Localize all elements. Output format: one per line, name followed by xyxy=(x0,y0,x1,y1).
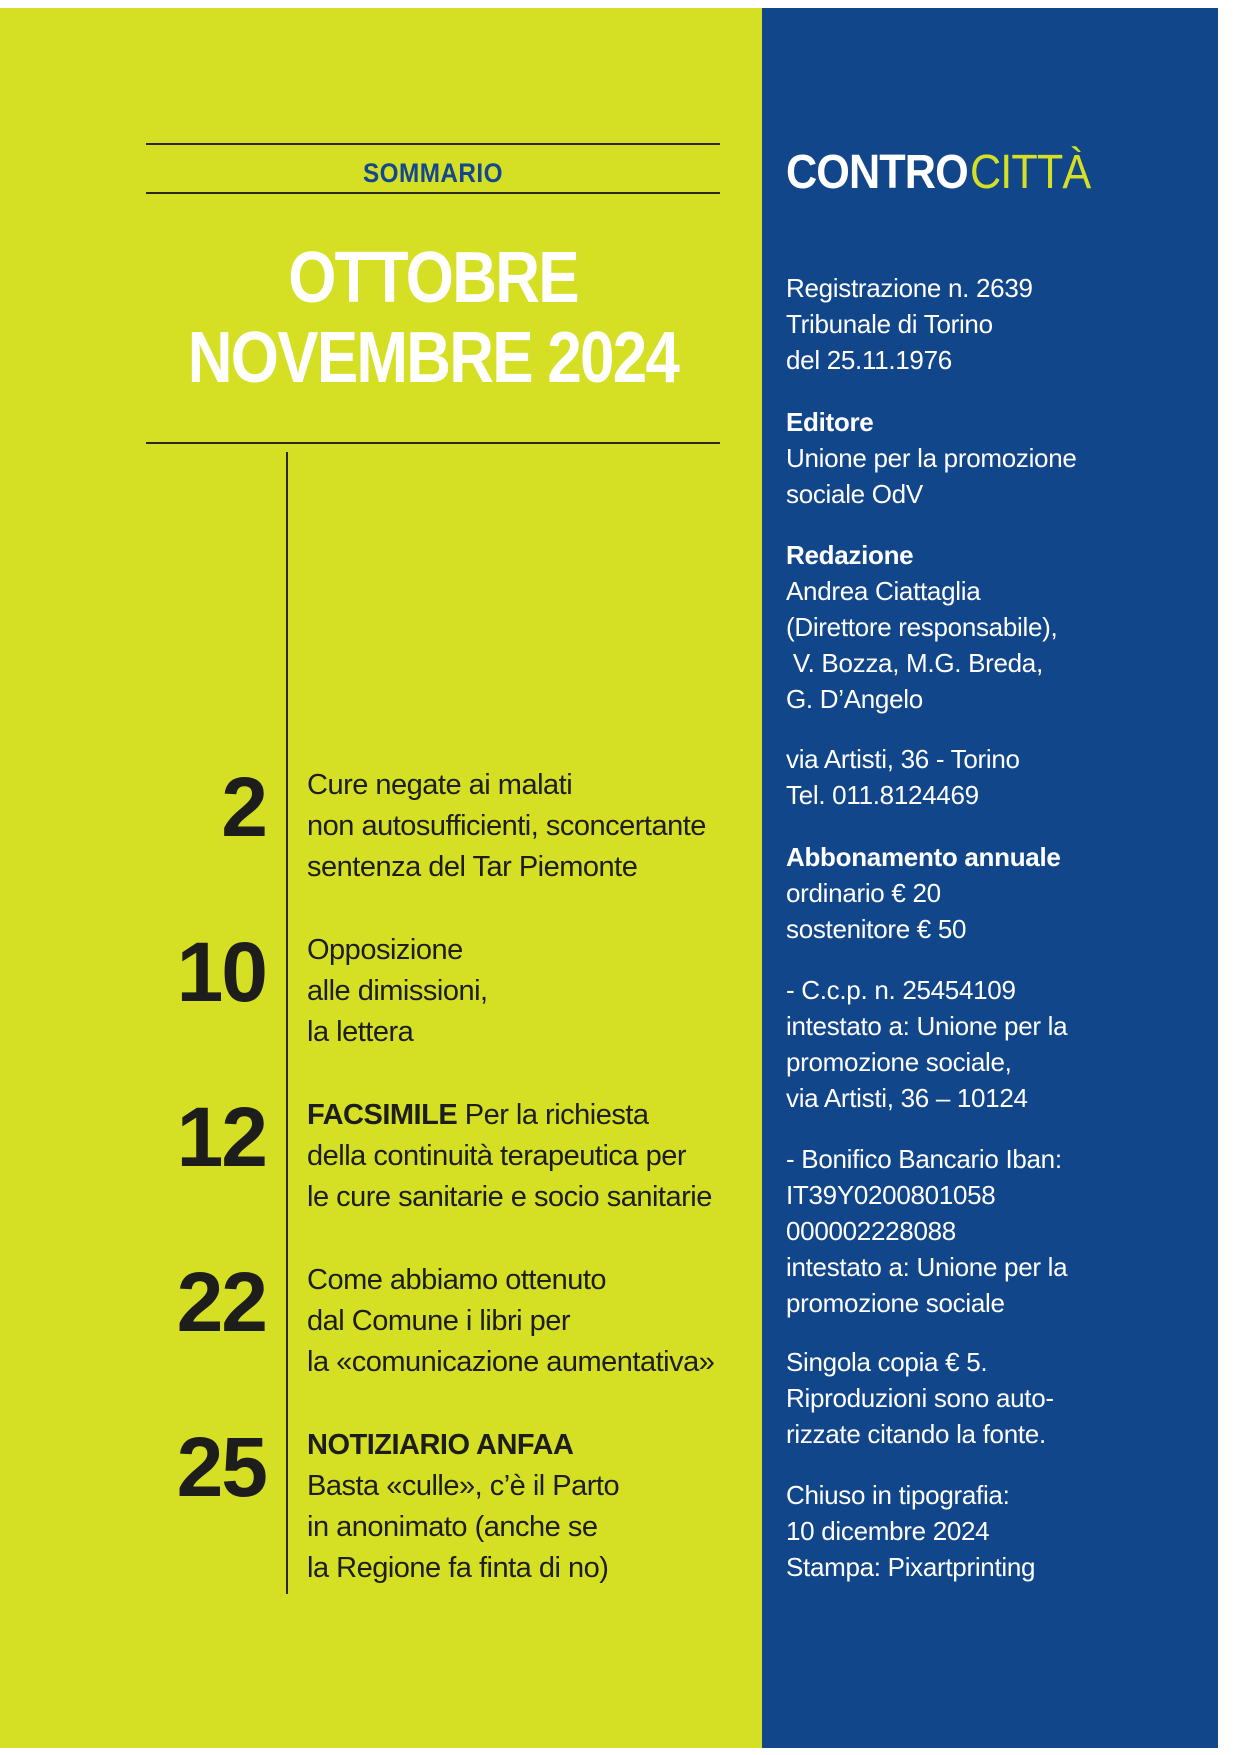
copia-block xyxy=(786,1344,1206,1452)
editore-heading: Editore xyxy=(786,407,874,437)
entry-text xyxy=(307,930,747,1053)
logo-part-citta: CITTÀ xyxy=(969,146,1091,199)
entry-line: la «comunicazione aumentativa» xyxy=(307,1346,715,1378)
entry-line: alle dimissioni, xyxy=(307,975,488,1007)
entry-line: le cure sanitarie e socio sanitarie xyxy=(307,1181,712,1213)
entry-line: Cure negate ai malati xyxy=(307,769,573,801)
contents-panel xyxy=(0,8,762,1748)
vertical-divider xyxy=(286,452,288,1594)
page-number: 10 xyxy=(176,925,266,1019)
entry-line: Come abbiamo ottenuto xyxy=(307,1264,607,1296)
colophon-line: V. Bozza, M.G. Breda, xyxy=(786,648,1043,678)
redazione-block xyxy=(786,537,1206,717)
colophon-panel xyxy=(762,8,1218,1748)
entry-lead: FACSIMILE xyxy=(307,1099,458,1131)
colophon-line: 10 dicembre 2024 xyxy=(786,1516,990,1546)
colophon-line: promozione sociale, xyxy=(786,1047,1012,1077)
entry-line xyxy=(307,1095,747,1136)
colophon-line: G. D’Angelo xyxy=(786,684,923,714)
entry-lead xyxy=(307,1425,747,1466)
entry-text xyxy=(307,1425,747,1589)
entry-line: Basta «culle», c’è il Parto xyxy=(307,1470,620,1502)
colophon-line: intestato a: Unione per la xyxy=(786,1011,1068,1041)
indirizzo-block xyxy=(786,741,1206,813)
issue-title-line-2: NOVEMBRE 2024 xyxy=(187,318,679,398)
entry-text xyxy=(307,1260,747,1383)
entry-line: la lettera xyxy=(307,1016,414,1048)
bonifico-block xyxy=(786,1141,1206,1321)
page-number: 12 xyxy=(176,1090,266,1184)
colophon-line: via Artisti, 36 – 10124 xyxy=(786,1083,1028,1113)
issue-title-line-1: OTTOBRE xyxy=(288,238,578,318)
colophon-line: sociale OdV xyxy=(786,479,923,509)
colophon-line: (Direttore responsabile), xyxy=(786,612,1058,642)
registrazione-block xyxy=(786,270,1206,378)
colophon-line: promozione sociale xyxy=(786,1288,1005,1318)
colophon-line: rizzate citando la fonte. xyxy=(786,1419,1046,1449)
redazione-heading: Redazione xyxy=(786,540,914,570)
colophon-line: Tel. 011.8124469 xyxy=(786,780,979,810)
magazine-page xyxy=(0,8,1225,1748)
entry-line: della continuità terapeutica per xyxy=(307,1140,686,1172)
editore-block xyxy=(786,404,1206,512)
colophon-line: - C.c.p. n. 25454109 xyxy=(786,975,1016,1005)
colophon-line: Chiuso in tipografia: xyxy=(786,1480,1010,1510)
colophon-line: sostenitore € 50 xyxy=(786,914,967,944)
magazine-logo xyxy=(786,145,1104,200)
page-number: 25 xyxy=(176,1420,266,1514)
entry-text xyxy=(307,765,747,888)
logo-part-contro: CONTRO xyxy=(786,146,968,199)
colophon-line: Tribunale di Torino xyxy=(786,309,993,339)
entry-line-rest: Per la richiesta xyxy=(464,1099,649,1131)
colophon-line: Registrazione n. 2639 xyxy=(786,273,1033,303)
colophon-line: 000002228088 xyxy=(786,1216,956,1246)
colophon-line: Singola copia € 5. xyxy=(786,1347,988,1377)
entry-line: Opposizione xyxy=(307,934,463,966)
colophon-line: Unione per la promozione xyxy=(786,443,1077,473)
entry-lead-text: NOTIZIARIO ANFAA xyxy=(307,1429,574,1461)
chiuso-block xyxy=(786,1477,1206,1585)
rule-under-title xyxy=(146,442,720,444)
colophon-line: Andrea Ciattaglia xyxy=(786,576,981,606)
colophon-line: - Bonifico Bancario Iban: xyxy=(786,1144,1062,1174)
entry-line: dal Comune i libri per xyxy=(307,1305,571,1337)
entry-line: non autosufficienti, sconcertante xyxy=(307,810,706,842)
colophon-line: del 25.11.1976 xyxy=(786,345,952,375)
entry-text xyxy=(307,1095,747,1218)
colophon-line: Stampa: Pixartprinting xyxy=(786,1552,1036,1582)
page-number: 22 xyxy=(176,1255,266,1349)
issue-title xyxy=(140,238,726,398)
page-number: 2 xyxy=(221,760,266,854)
colophon-line: Riproduzioni sono auto- xyxy=(786,1383,1054,1413)
entry-line: sentenza del Tar Piemonte xyxy=(307,851,638,883)
ccp-block xyxy=(786,972,1206,1116)
entry-line: in anonimato (anche se xyxy=(307,1511,598,1543)
colophon-line: IT39Y0200801058 xyxy=(786,1180,996,1210)
abbonamento-heading: Abbonamento annuale xyxy=(786,842,1061,872)
rule-top xyxy=(146,143,720,145)
abbonamento-block xyxy=(786,839,1206,947)
colophon-line: ordinario € 20 xyxy=(786,878,941,908)
rule-under-heading xyxy=(146,192,720,194)
sommario-heading: SOMMARIO xyxy=(363,158,503,188)
colophon-line: via Artisti, 36 - Torino xyxy=(786,744,1020,774)
colophon-line: intestato a: Unione per la xyxy=(786,1252,1068,1282)
entry-line: la Regione fa finta di no) xyxy=(307,1552,609,1584)
